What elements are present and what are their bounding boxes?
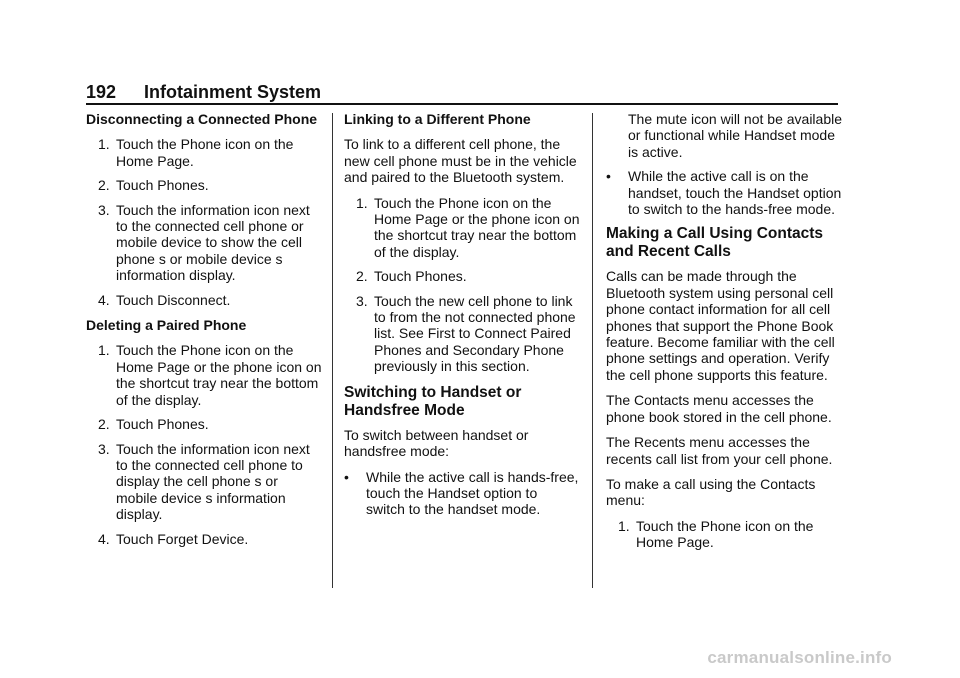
bullet: •: [344, 468, 349, 485]
step-text: Touch Forget Device.: [116, 530, 249, 547]
column-divider: [592, 113, 593, 588]
column-3: [606, 111, 842, 560]
bullet-list: [344, 469, 580, 518]
step-text: Touch Disconnect.: [116, 291, 231, 308]
column-divider: [332, 113, 333, 588]
list-item: [344, 195, 580, 261]
step-list: [344, 195, 580, 375]
paragraph: Calls can be made through the Bluetooth system using personal cell phone contact information for all cell phones that support the Phone Book feature. Become familiar with the cell phone settings and operation. Verify the cell phone supports this feature.: [606, 268, 835, 383]
list-item: [606, 168, 842, 217]
list-item: [86, 342, 322, 408]
step-number: 2.: [98, 177, 110, 194]
watermark: [0, 648, 960, 668]
list-item: [86, 441, 322, 523]
paragraph: To link to a different cell phone, the new cell phone must be in the vehicle and paired to the Bluetooth system.: [344, 136, 577, 186]
step-number: 1.: [98, 136, 110, 153]
step-text: Touch Phones.: [374, 268, 467, 285]
list-item: [86, 136, 322, 169]
list-item: [86, 202, 322, 284]
step-list: [86, 342, 322, 546]
page-title: Infotainment System: [144, 82, 322, 102]
step-number: 2.: [98, 416, 110, 433]
step-text: Touch Phones.: [116, 177, 209, 194]
step-text: Touch the Phone icon on the Home Page.: [116, 136, 294, 169]
step-text: Touch the new cell phone to link to from the not connected phone list. See First to Connect Paired Phones and Secondary Phone previously in this section.: [374, 292, 576, 375]
list-item: [344, 293, 580, 375]
step-number: 3.: [98, 201, 110, 218]
list-item: [86, 531, 322, 547]
paragraph: The Contacts menu accesses the phone book stored in the cell phone.: [606, 392, 832, 425]
step-text: Touch the Phone icon on the Home Page.: [636, 517, 814, 551]
subheading: Linking to a Different Phone: [344, 111, 531, 127]
bullet-text: While the active call is hands-free, touch the Handset option to switch to the handset mode.: [366, 468, 579, 518]
step-number: 1.: [356, 194, 368, 211]
subheading: Deleting a Paired Phone: [86, 317, 247, 334]
list-item: [344, 268, 580, 284]
step-number: 1.: [618, 517, 630, 534]
list-item: [344, 469, 580, 518]
step-list: [606, 518, 842, 551]
section-heading: Making a Call Using Contacts and Recent Calls: [606, 225, 824, 261]
step-text: Touch the Phone icon on the Home Page or the phone icon on the shortcut tray near the bottom of the display.: [116, 342, 322, 408]
step-text: Touch Phones.: [116, 416, 209, 433]
bullet: •: [606, 168, 611, 185]
step-number: 4.: [98, 530, 110, 547]
step-number: 1.: [98, 342, 110, 359]
page-header: [86, 82, 838, 104]
step-text: Touch the Phone icon on the Home Page or the phone icon on the shortcut tray near the bottom of the display.: [374, 194, 580, 260]
bullet-list: [606, 168, 842, 217]
step-text: Touch the information icon next to the connected cell phone or mobile device to show the cell phone s or mobile device s information display.: [116, 201, 310, 284]
list-item: [86, 177, 322, 193]
paragraph: The Recents menu accesses the recents call list from your cell phone.: [606, 434, 833, 467]
step-number: 3.: [98, 440, 110, 457]
step-number: 4.: [98, 291, 110, 308]
watermark-text: carmanualsonline.info: [707, 648, 892, 667]
paragraph: To switch between handset or handsfree mode:: [344, 426, 529, 460]
step-list: [86, 136, 322, 308]
column-1: [86, 111, 322, 556]
step-text: Touch the information icon next to the connected cell phone to display the cell phone s or mobile device s information display.: [116, 440, 310, 523]
step-number: 3.: [356, 292, 368, 309]
step-number: 2.: [356, 268, 368, 285]
list-item: [86, 416, 322, 432]
column-2: [344, 111, 580, 526]
page-number: 192: [86, 82, 117, 102]
header-rule: [86, 103, 838, 105]
paragraph: To make a call using the Contacts menu:: [606, 475, 816, 509]
subheading: Disconnecting a Connected Phone: [86, 111, 318, 127]
list-item: [86, 292, 322, 308]
bullet-text: While the active call is on the handset, touch the Handset option to switch to the hands-free mode.: [628, 168, 842, 218]
list-item: [606, 518, 842, 551]
section-heading: Switching to Handset or Handsfree Mode: [344, 383, 522, 419]
continued-bullet-text: The mute icon will not be available or functional while Handset mode is active.: [628, 111, 843, 160]
